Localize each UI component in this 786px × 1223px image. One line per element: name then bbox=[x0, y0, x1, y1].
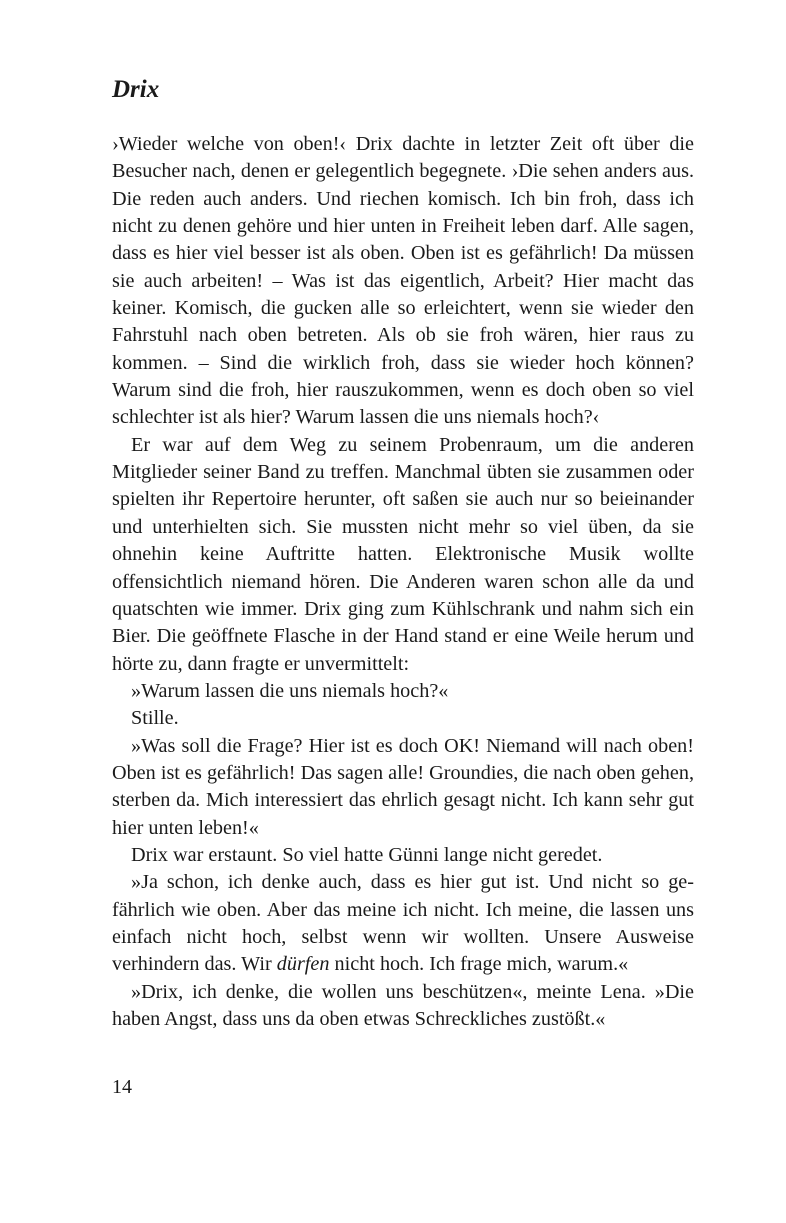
dialogue-line: »Warum lassen die uns niemals hoch?« bbox=[131, 679, 449, 702]
book-page bbox=[112, 0, 694, 1223]
page-number: 14 bbox=[112, 1076, 132, 1098]
emphasized-word: dürfen bbox=[276, 953, 330, 976]
paragraph: Er war auf dem Weg zu seinem Probenraum, um die anderen Mitglieder seiner Band zu treffen. Manchmal übten sie zusammen oder spielten ihr Repertoire herunter, oft saßen sie auch nur so beieinander und unterhielten sich. Sie mussten nicht mehr so viel üben, da sie ohnehin keine Auftritte hatten. Elektronische Musik wollte offensichtlich niemand hören. Die Anderen waren schon alle da und quatschten wie immer. Drix ging zum Kühlschrank und nahm sich ein Bier. Die geöffnete Flasche in der Hand stand er eine Weile herum und hörte zu, dann fragte er unvermittelt: bbox=[112, 433, 694, 675]
body-text bbox=[112, 131, 694, 1033]
text-run: »Ja schon, ich denke auch, dass es hier gut ist. Und nicht so gefährlich wie oben. Aber das meine ich nicht. Ich meine, die lassen uns einfach nicht hoch, selbst wenn wir wollten. Unsere Ausweise verhindern das. Wir bbox=[112, 871, 694, 976]
dialogue-line bbox=[112, 869, 694, 978]
paragraph: Drix war erstaunt. So viel hatte Günni lange nicht geredet. bbox=[131, 843, 603, 866]
dialogue-line: »Drix, ich denke, die wollen uns beschützen«, meinte Lena. »Die haben Angst, dass uns da oben etwas Schreckliches zustößt.« bbox=[112, 980, 694, 1030]
dialogue-line: »Was soll die Frage? Hier ist es doch OK! Niemand will nach oben! Oben ist es gefährlich! Das sagen alle! Groundies, die nach oben gehen, sterben da. Mich interessiert das ehrlich gesagt nicht. Ich kann sehr gut hier unten leben!« bbox=[112, 734, 694, 839]
text-run: nicht hoch. Ich frage mich, warum.« bbox=[329, 953, 629, 976]
paragraph: Stille. bbox=[131, 707, 179, 730]
paragraph: ›Wieder welche von oben!‹ Drix dachte in letzter Zeit oft über die Besucher nach, denen er gelegentlich begegnete. ›Die sehen anders aus. Die reden auch anders. Und riechen komisch. Ich bin froh, dass ich nicht zu denen gehöre und hier unten in Freiheit leben darf. Alle sagen, dass es hier viel besser ist als oben. Oben ist es gefährlich! Da müssen sie auch arbeiten! – Was ist das eigentlich, Arbeit? Hier macht das keiner. Komisch, die gucken alle so erleichtert, wenn sie wieder den Fahrstuhl nach oben betreten. Als ob sie froh wären, hier raus zu kommen. – Sind die wirklich froh, dass sie wieder hoch können? Warum sind die froh, hier rauszukommen, wenn es doch oben so viel schlechter ist als hier? Warum lassen die uns niemals hoch?‹ bbox=[112, 133, 694, 429]
chapter-title: Drix bbox=[112, 76, 160, 103]
